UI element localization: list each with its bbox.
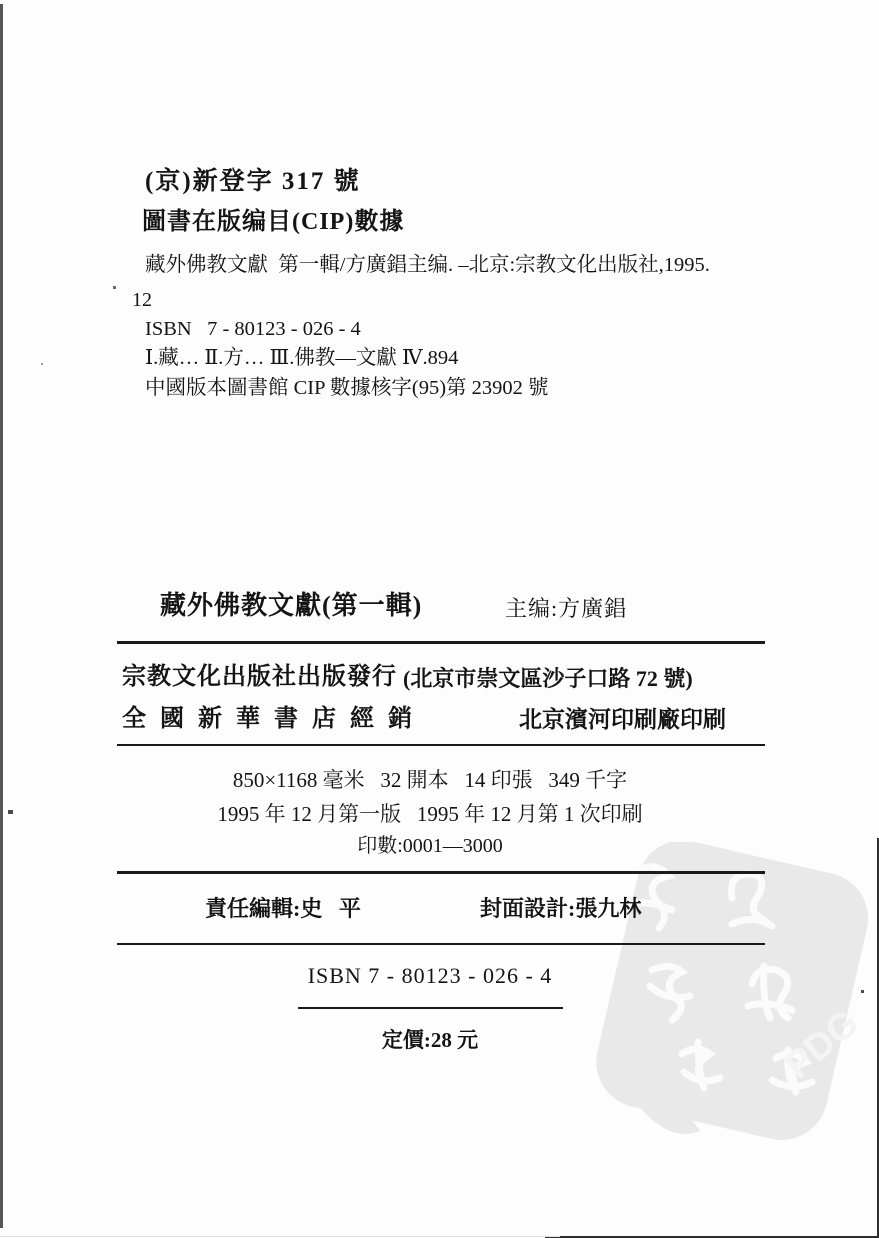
watermark-label: PDG — [776, 1001, 867, 1087]
cip-record-number: 中國版本圖書館 CIP 數據核字(95)第 23902 號 — [145, 377, 549, 399]
divider-above-credits — [117, 871, 765, 874]
scan-speck — [41, 363, 43, 365]
book-title: 藏外佛教文獻(第一輯) — [160, 591, 423, 620]
printer-line: 北京濱河印刷廠印刷 — [519, 707, 726, 732]
cip-entry-line1: 藏外佛教文獻 第一輯/方廣錩主编. –北京:宗教文化出版社,1995. — [145, 254, 710, 276]
price-line: 定價:28 元 — [381, 1028, 479, 1052]
edition-line: 1995 年 12 月第一版 1995 年 12 月第 1 次印刷 — [217, 802, 643, 826]
pdg-watermark-stamp — [580, 842, 879, 1172]
scan-edge-bottom-faint — [0, 1236, 560, 1237]
divider-under-isbn — [298, 1007, 563, 1009]
registration-number: (京)新登字 317 號 — [145, 168, 361, 195]
format-line: 850×1168 毫米 32 開本 14 印張 349 千字 — [232, 768, 628, 792]
scan-speck — [113, 286, 116, 289]
cip-heading: 圖書在版编目(CIP)數據 — [142, 209, 405, 235]
isbn-display: ISBN 7 - 80123 - 026 - 4 — [307, 963, 553, 988]
chief-editor: 主编:方廣錩 — [505, 596, 628, 621]
divider-below-credits — [117, 943, 765, 945]
publisher-address: (北京市崇文區沙子口路 72 號) — [403, 666, 693, 691]
cip-isbn-line: ISBN 7 - 80123 - 026 - 4 — [145, 318, 361, 340]
cip-classification: Ⅰ.藏… Ⅱ.方… Ⅲ.佛教—文獻 Ⅳ.894 — [145, 347, 459, 369]
divider-under-publisher — [117, 744, 765, 746]
publisher-line: 宗教文化出版社出版發行 — [122, 664, 397, 690]
distributor-line: 全國新華書店經銷 — [122, 706, 426, 732]
divider-under-title — [117, 641, 765, 644]
cip-entry-line2: 12 — [132, 289, 152, 311]
responsible-editor: 責任編輯:史 平 — [205, 896, 361, 921]
print-run-line: 印數:0001—3000 — [357, 835, 503, 857]
cover-designer: 封面設計:張九林 — [480, 896, 642, 921]
